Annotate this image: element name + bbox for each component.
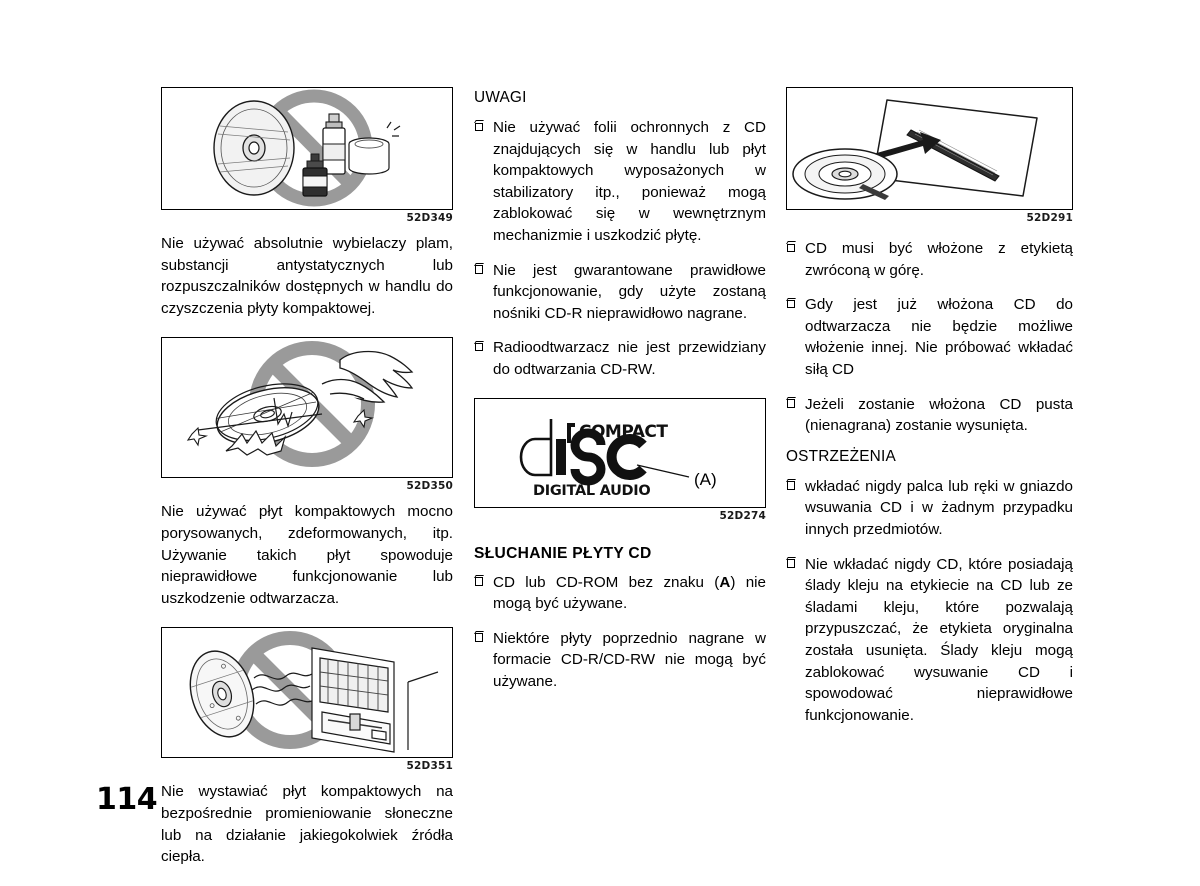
page-number: 114	[96, 782, 158, 817]
figure-code: 52D274	[719, 509, 766, 522]
list-item	[474, 628, 766, 693]
list-item-text-bold: A	[719, 573, 731, 591]
figure-frame	[786, 87, 1073, 210]
callout-label: (A)	[694, 469, 717, 489]
square-bullet-icon	[475, 123, 483, 132]
illustration-scratched-disc	[162, 338, 452, 476]
figure-code: 52D291	[1026, 212, 1073, 224]
right-column	[786, 87, 1073, 726]
list-item-text: CD musi być włożone z etykietą zwróconą w górę.	[805, 240, 1073, 279]
list-item	[474, 260, 766, 325]
figure-frame	[161, 337, 453, 478]
list-item-text: Gdy jest już włożona CD do odtwarzacza nie będzie możliwe włożenie innej. Nie próbować wkładać siłą CD	[805, 296, 1073, 378]
logo-top-text: COMPACT	[579, 421, 668, 442]
list-item	[786, 294, 1073, 380]
list-item-text-post: ) nie mogą być używane.	[493, 573, 766, 613]
figure-code: 52D350	[406, 480, 453, 493]
square-bullet-icon	[475, 265, 483, 274]
list-item-text: Nie jest gwarantowane prawidłowe funkcjonowanie, gdy użyte zostaną nośniki CD-R nieprawidłowo nagrane.	[493, 261, 766, 322]
warnings-heading: OSTRZEŻENIA	[786, 447, 896, 465]
figure-caption: Nie używać płyt kompaktowych mocno porysowanych, zdeformowanych, itp. Używanie takich płyt spowoduje nieprawidłowe funkcjonowanie lub uszkodzenie odtwarzacza.	[161, 503, 453, 607]
list-item-text: Nie używać folii ochronnych z CD znajdujących się w handlu lub płyt kompaktowych wyposażonych w stabilizatory itp., ponieważ mogą zablokować się w wewnętrznym mechanizmie i uszkodzić płytę.	[493, 119, 766, 244]
list-item-text-pre: CD lub CD-ROM bez znaku (	[493, 573, 720, 591]
square-bullet-icon	[475, 633, 483, 642]
list-item-text: wkładać nigdy palca lub ręki w gniazdo wsuwania CD i w żadnym przypadku innych przedmiotów.	[805, 477, 1073, 538]
listening-list	[474, 572, 766, 693]
left-column	[161, 87, 453, 868]
list-item-text: Nie wkładać nigdy CD, które posiadają ślady kleju na etykiecie na CD lub ze śladami kleju, które pozwalają przypuszczać, że etykieta oryginalna została usunięta. Ślady kleju mogą zablokować wysuwanie CD i spowodować nieprawidłowe funkcjonowanie.	[805, 555, 1073, 724]
figure-insert-cd	[786, 87, 1073, 224]
section-heading: SŁUCHANIE PŁYTY CD	[474, 544, 652, 562]
figure-code: 52D349	[406, 212, 453, 224]
square-bullet-icon	[787, 300, 795, 309]
list-item	[786, 476, 1073, 541]
list-item	[474, 572, 766, 615]
illustration-no-solvents	[162, 88, 452, 208]
square-bullet-icon	[787, 481, 795, 490]
figure-caption: Nie wystawiać płyt kompaktowych na bezpośrednie promieniowanie słoneczne lub na działanie jakiegokolwiek źródła ciepła.	[161, 783, 453, 866]
figure-frame	[474, 398, 766, 508]
figure-code: 52D351	[406, 760, 453, 773]
figure-compact-disc-logo	[474, 398, 766, 522]
list-item	[786, 394, 1073, 437]
figure-no-sunlight	[161, 627, 453, 772]
square-bullet-icon	[787, 244, 795, 253]
figure-frame	[161, 87, 453, 210]
square-bullet-icon	[787, 399, 795, 408]
square-bullet-icon	[475, 343, 483, 352]
figure-caption: Nie używać absolutnie wybielaczy plam, substancji antystatycznych lub rozpuszczalników dostępnych w handlu do czyszczenia płyty kompaktowej.	[161, 235, 453, 317]
notes-list	[474, 117, 766, 381]
list-item-text: Jeżeli zostanie włożona CD pusta (nienagrana) zostanie wysunięta.	[805, 395, 1073, 435]
square-bullet-icon	[475, 577, 483, 586]
warnings-list	[786, 476, 1073, 727]
figure-no-bleach	[161, 87, 453, 224]
list-item	[786, 238, 1073, 281]
list-item-text: Radioodtwarzacz nie jest przewidziany do odtwarzania CD-RW.	[493, 339, 766, 378]
illustration-insert-disc	[787, 88, 1072, 208]
list-item	[474, 117, 766, 247]
right-notes-list	[786, 238, 1073, 437]
notes-heading: UWAGI	[474, 89, 527, 106]
logo-bottom-text: DIGITAL AUDIO	[533, 482, 651, 499]
compact-disc-digital-audio-logo	[475, 399, 765, 506]
list-item	[474, 337, 766, 380]
figure-no-scratched-cd	[161, 337, 453, 492]
list-item-text: Niektóre płyty poprzednio nagrane w formacie CD-R/CD-RW nie mogą być używane.	[493, 629, 766, 690]
illustration-heat-source	[162, 628, 452, 756]
square-bullet-icon	[787, 559, 795, 568]
list-item	[786, 554, 1073, 727]
figure-frame	[161, 627, 453, 758]
middle-column	[474, 87, 766, 693]
